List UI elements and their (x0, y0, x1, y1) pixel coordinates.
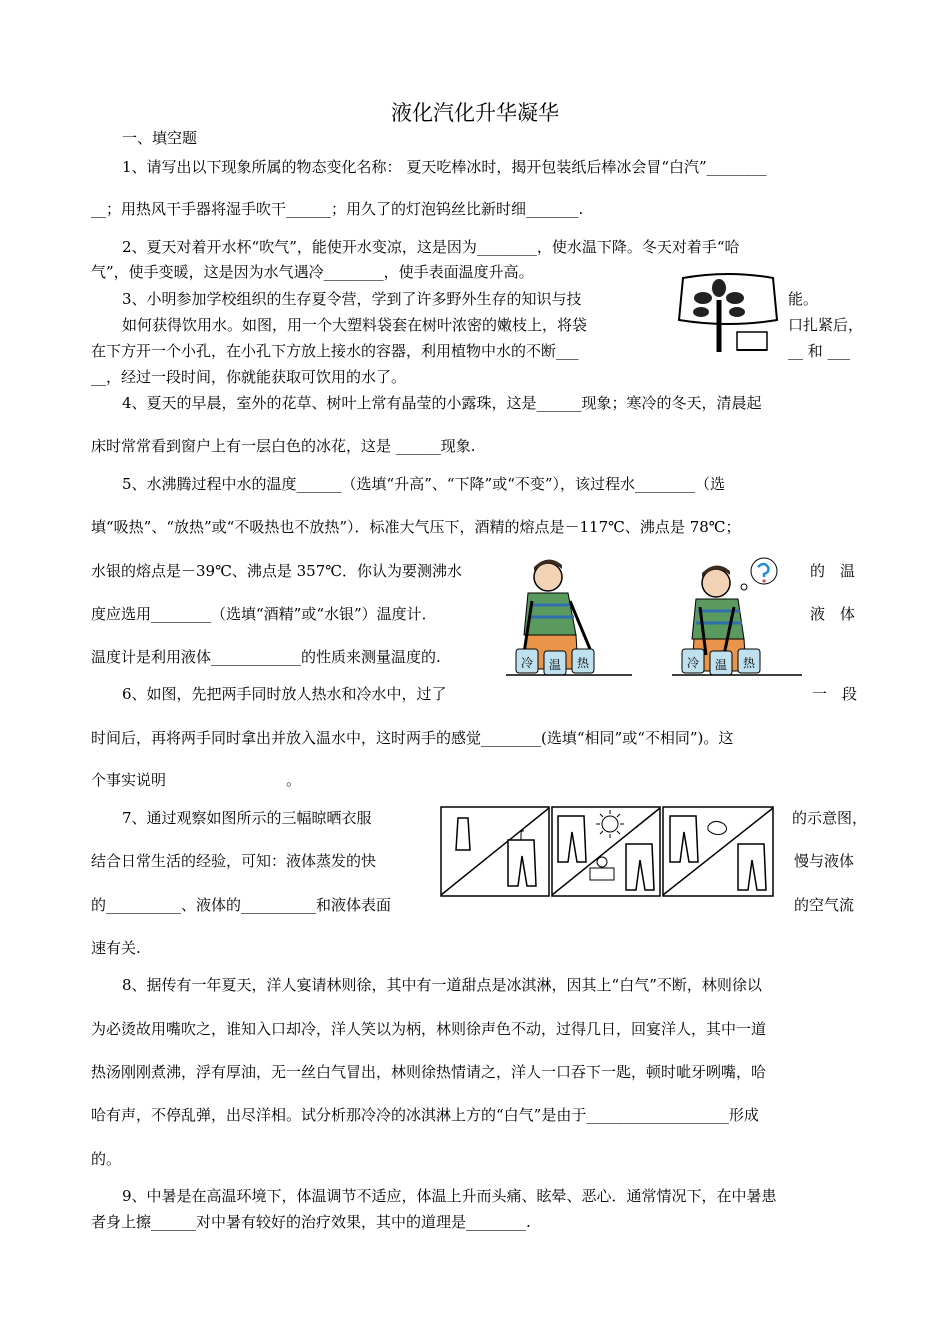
q8-line-1: 8、据传有一年夏天，洋人宴请林则徐，其中有一道甜点是冰淇淋，因其上“白气”不断，林则徐以 (122, 976, 762, 994)
q6-line-1: 6、如图，先把两手同时放人热水和冷水中，过了 (122, 685, 447, 703)
q8-line-4: 哈有声，不停乱弹，出尽洋相。试分析那冷冷的冰淇淋上方的“白气”是由于___________________形成 (91, 1106, 759, 1124)
q8-line-3: 热汤刚刚煮沸，浮有厚油，无一丝白气冒出，林则徐热情请之，洋人一口吞下一匙，顿时呲牙咧嘴，哈 (91, 1063, 767, 1081)
q7-line-2-end: 慢与液体 (794, 852, 855, 870)
q3-line-2: 如何获得饮用水。如图，用一个大塑料袋套在树叶浓密的嫩枝上，将袋 (122, 316, 588, 334)
clothes-drying-figure (440, 806, 774, 898)
q7-line-4: 速有关. (91, 939, 141, 957)
q7-line-3-end: 的空气流 (794, 896, 855, 914)
q2-line-1: 2、夏天对着开水杯“吹气”，能使开水变凉，这是因为________，使水温下降。冬天对着手“哈 (122, 238, 740, 256)
q7-line-1: 7、通过观察如图所示的三幅晾晒衣服 (122, 809, 372, 827)
q5-line-3-end: 的 温 (810, 562, 856, 580)
q7-line-2: 结合日常生活的经验，可知：液体蒸发的快 (91, 852, 377, 870)
q4-line-2: 床时常常看到窗户上有一层白色的冰花，这是 ______现象. (91, 437, 476, 455)
plant-bag-figure (673, 272, 783, 354)
q5-line-2: 填“吸热”、“放热”或“不吸热也不放热”）．标准大气压下，酒精的熔点是－117℃、沸点是 78℃； (91, 518, 741, 536)
q5-line-4-end: 液 体 (810, 605, 856, 623)
cold-tub-label-left: 冷 (520, 656, 534, 670)
q5-line-4: 度应选用________（选填“酒精”或“水银”）温度计． (91, 605, 437, 623)
hand-water-experiment-figure (506, 557, 802, 681)
q6-line-2: 时间后，再将两手同时拿出并放入温水中，这时两手的感觉________(选填“相同”或“不相同”)。这 (91, 729, 734, 747)
q3-line-1: 3、小明参加学校组织的生存夏令营，学到了许多野外生存的知识与技 (122, 290, 582, 308)
cold-tub-label-right: 冷 (686, 656, 700, 670)
warm-tub-label-left: 温 (548, 658, 562, 672)
q5-line-3: 水银的熔点是－39℃、沸点是 357℃．你认为要测沸水 (91, 562, 463, 580)
hot-tub-label-right: 热 (742, 656, 756, 670)
q2-line-2: 气”，使手变暖，这是因为水气遇冷________，使手表面温度升高。 (91, 263, 534, 281)
q5-line-1: 5、水沸腾过程中水的温度______（选填“升高”、“下降”或“不变”），该过程水________（选 (122, 475, 726, 493)
q3-line-3-end: __ 和 ___ (788, 342, 851, 360)
q8-line-5: 的。 (91, 1150, 122, 1168)
q3-line-2-end: 口扎紧后， (788, 316, 864, 334)
q3-line-4: __，经过一段时间，你就能获取可饮用的水了。 (91, 368, 407, 386)
q1-line-1: 1、请写出以下现象所属的物态变化名称： 夏天吃棒冰时，揭开包装纸后棒冰会冒“白汽”________ (122, 158, 767, 176)
q6-line-3: 个事实说明 。 (91, 771, 302, 789)
q4-line-1: 4、夏天的早晨，室外的花草、树叶上常有晶莹的小露珠，这是______现象；寒冷的冬天，清晨起 (122, 394, 762, 412)
q5-line-5: 温度计是利用液体____________的性质来测量温度的. (91, 648, 441, 666)
q3-line-3: 在下方开一个小孔，在小孔下方放上接水的容器，利用植物中水的不断___ (91, 342, 579, 360)
section-heading: 一、填空题 (122, 129, 198, 147)
q9-line-1: 9、中暑是在高温环境下，体温调节不适应，体温上升而头痛、眩晕、恶心．通常情况下，在中暑患 (122, 1187, 777, 1205)
page-title: 液化汽化升华凝华 (391, 101, 559, 125)
q8-line-2: 为必烫故用嘴吹之，谁知入口却冷，洋人笑以为柄，林则徐声色不动，过得几日，回宴洋人，其中一道 (91, 1020, 767, 1038)
q7-line-1-end: 的示意图， (792, 809, 868, 827)
hot-tub-label-left: 热 (576, 656, 590, 670)
q6-line-1-end: 一 段 (812, 685, 858, 703)
q9-line-2: 者身上擦______对中暑有较好的治疗效果，其中的道理是________. (91, 1213, 531, 1231)
q1-line-2: __；用热风干手器将湿手吹干______；用久了的灯泡钨丝比新时细_______. (91, 200, 584, 218)
warm-tub-label-right: 温 (714, 658, 728, 672)
q7-line-3: 的__________、液体的__________和液体表面 (91, 896, 392, 914)
q3-line-1-end: 能。 (788, 290, 819, 308)
